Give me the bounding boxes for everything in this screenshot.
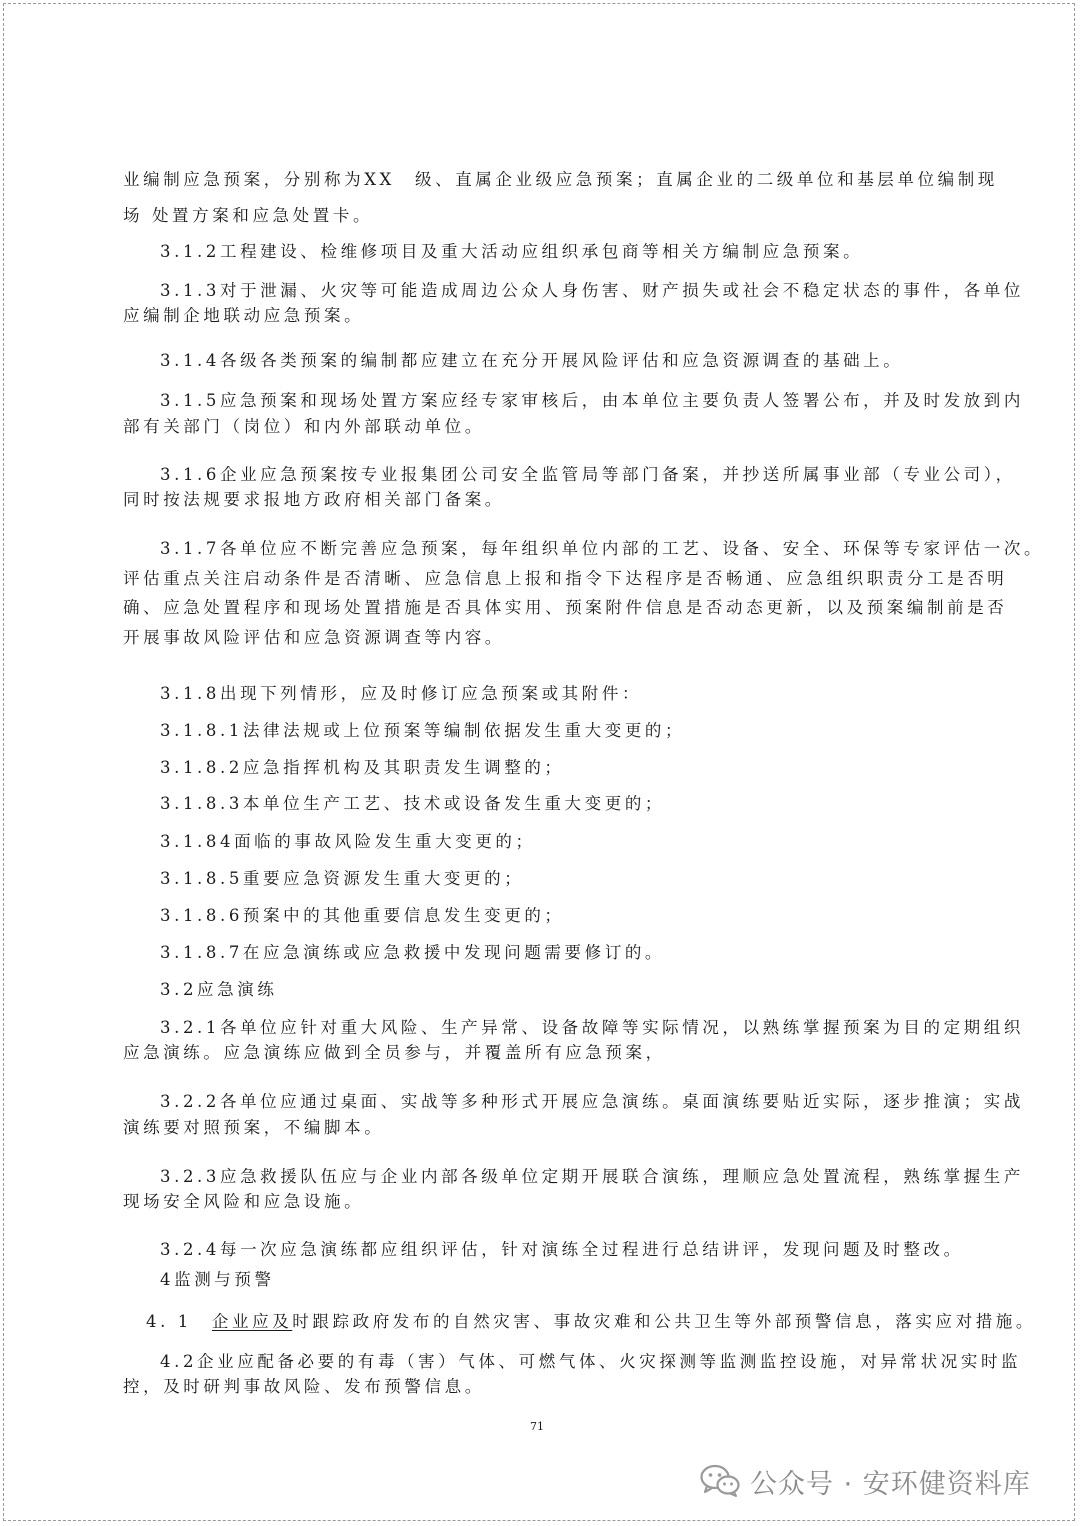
text-line: 3.2.1各单位应针对重大风险、生产异常、设备故障等实际情况，以熟练掌握预案为目的定期组织 [160, 1018, 1024, 1037]
text-line: 3.1.84面临的事故风险发生重大变更的； [160, 832, 536, 851]
text-line: 控，及时研判事故风险、发布预警信息。 [123, 1377, 485, 1396]
text-line: 3.1.8.3本单位生产工艺、技术或设备发生重大变更的； [160, 794, 666, 813]
section-heading: 3.2应急演练 [160, 980, 278, 999]
watermark-text: 公众号 · 安环健资料库 [750, 1468, 1031, 1500]
text-line: 3.1.6企业应急预案按专业报集团公司安全监管局等部门备案，并抄送所属事业部（专业公司）， [160, 465, 1016, 484]
text-line: 部有关部门（岗位）和内外部联动单位。 [123, 417, 485, 436]
clause-number: 4. 1 [146, 1312, 192, 1331]
text-line: 业编制应急预案，分别称为XX 级、直属企业级应急预案；直属企业的二级单位和基层单位编制现 [123, 170, 998, 189]
text-line: 评估重点关注启动条件是否清晰、应急信息上报和指令下达程序是否畅通、应急组织职责分工是否明 [123, 569, 1008, 588]
text-line: 3.1.8.1法律法规或上位预案等编制依据发生重大变更的； [160, 721, 686, 740]
text-line [146, 1312, 1036, 1332]
text-line: 应编制企地联动应急预案。 [123, 306, 365, 325]
text-line: 同时按法规要求报地方政府相关部门备案。 [123, 490, 505, 509]
watermark [700, 1456, 1031, 1506]
text-line: 3.1.4各级各类预案的编制都应建立在充分开展风险评估和应急资源调查的基础上。 [160, 351, 904, 370]
text-line: 3.1.7各单位应不断完善应急预案，每年组织单位内部的工艺、设备、安全、环保等专家评估一次。 [160, 539, 1045, 558]
underlined-text: 企业应及 [211, 1312, 293, 1331]
text-line: 场 处置方案和应急处置卡。 [123, 206, 374, 225]
text-line: 3.2.4每一次应急演练都应组织评估，针对演练全过程进行总结讲评，发现问题及时整改。 [160, 1240, 964, 1259]
text-line: 3.1.8出现下列情形，应及时修订应急预案或其附件： [160, 684, 643, 703]
text-line: 4.2企业应配备必要的有毒（害）气体、可燃气体、火灾探测等监测监控设施，对异常状况实时监 [160, 1352, 1022, 1371]
text-line: 开展事故风险评估和应急资源调查等内容。 [123, 628, 505, 647]
text-line: 确、应急处置程序和现场处置措施是否具体实用、预案附件信息是否动态更新，以及预案编制前是否 [123, 598, 1008, 617]
text-line: 现场安全风险和应急设施。 [123, 1192, 365, 1211]
text-line: 3.1.8.5重要应急资源发生重大变更的； [160, 869, 525, 888]
text-line: 应急演练。应急演练应做到全员参与，并覆盖所有应急预案， [123, 1043, 666, 1062]
text-line: 3.1.8.7在应急演练或应急救援中发现问题需要修订的。 [160, 943, 666, 962]
wechat-icon [700, 1464, 740, 1498]
text-line: 3.1.5应急预案和现场处置方案应经专家审核后，由本单位主要负责人签署公布，并及时发放到内 [160, 391, 1024, 410]
text-line: 3.1.3对于泄漏、火灾等可能造成周边公众人身伤害、财产损失或社会不稳定状态的事件，各单位 [160, 281, 1024, 300]
text-line: 3.1.8.2应急指挥机构及其职责发生调整的； [160, 758, 565, 777]
text-line: 3.2.2各单位应通过桌面、实战等多种形式开展应急演练。桌面演练要贴近实际，逐步推演；实战 [160, 1092, 1024, 1111]
page-number: 71 [530, 1420, 544, 1433]
section-heading: 4监测与预警 [160, 1270, 275, 1289]
text-line: 3.1.2工程建设、检维修项目及重大活动应组织承包商等相关方编制应急预案。 [160, 242, 864, 261]
text-line: 演练要对照预案，不编脚本。 [123, 1118, 385, 1137]
text-line: 3.2.3应急救援队伍应与企业内部各级单位定期开展联合演练，理顺应急处置流程，熟练掌握生产 [160, 1167, 1024, 1186]
clause-text: 时跟踪政府发布的自然灾害、事故灾难和公共卫生等外部预警信息，落实应对措施。 [292, 1312, 1036, 1331]
text-line: 3.1.8.6预案中的其他重要信息发生变更的； [160, 906, 565, 925]
